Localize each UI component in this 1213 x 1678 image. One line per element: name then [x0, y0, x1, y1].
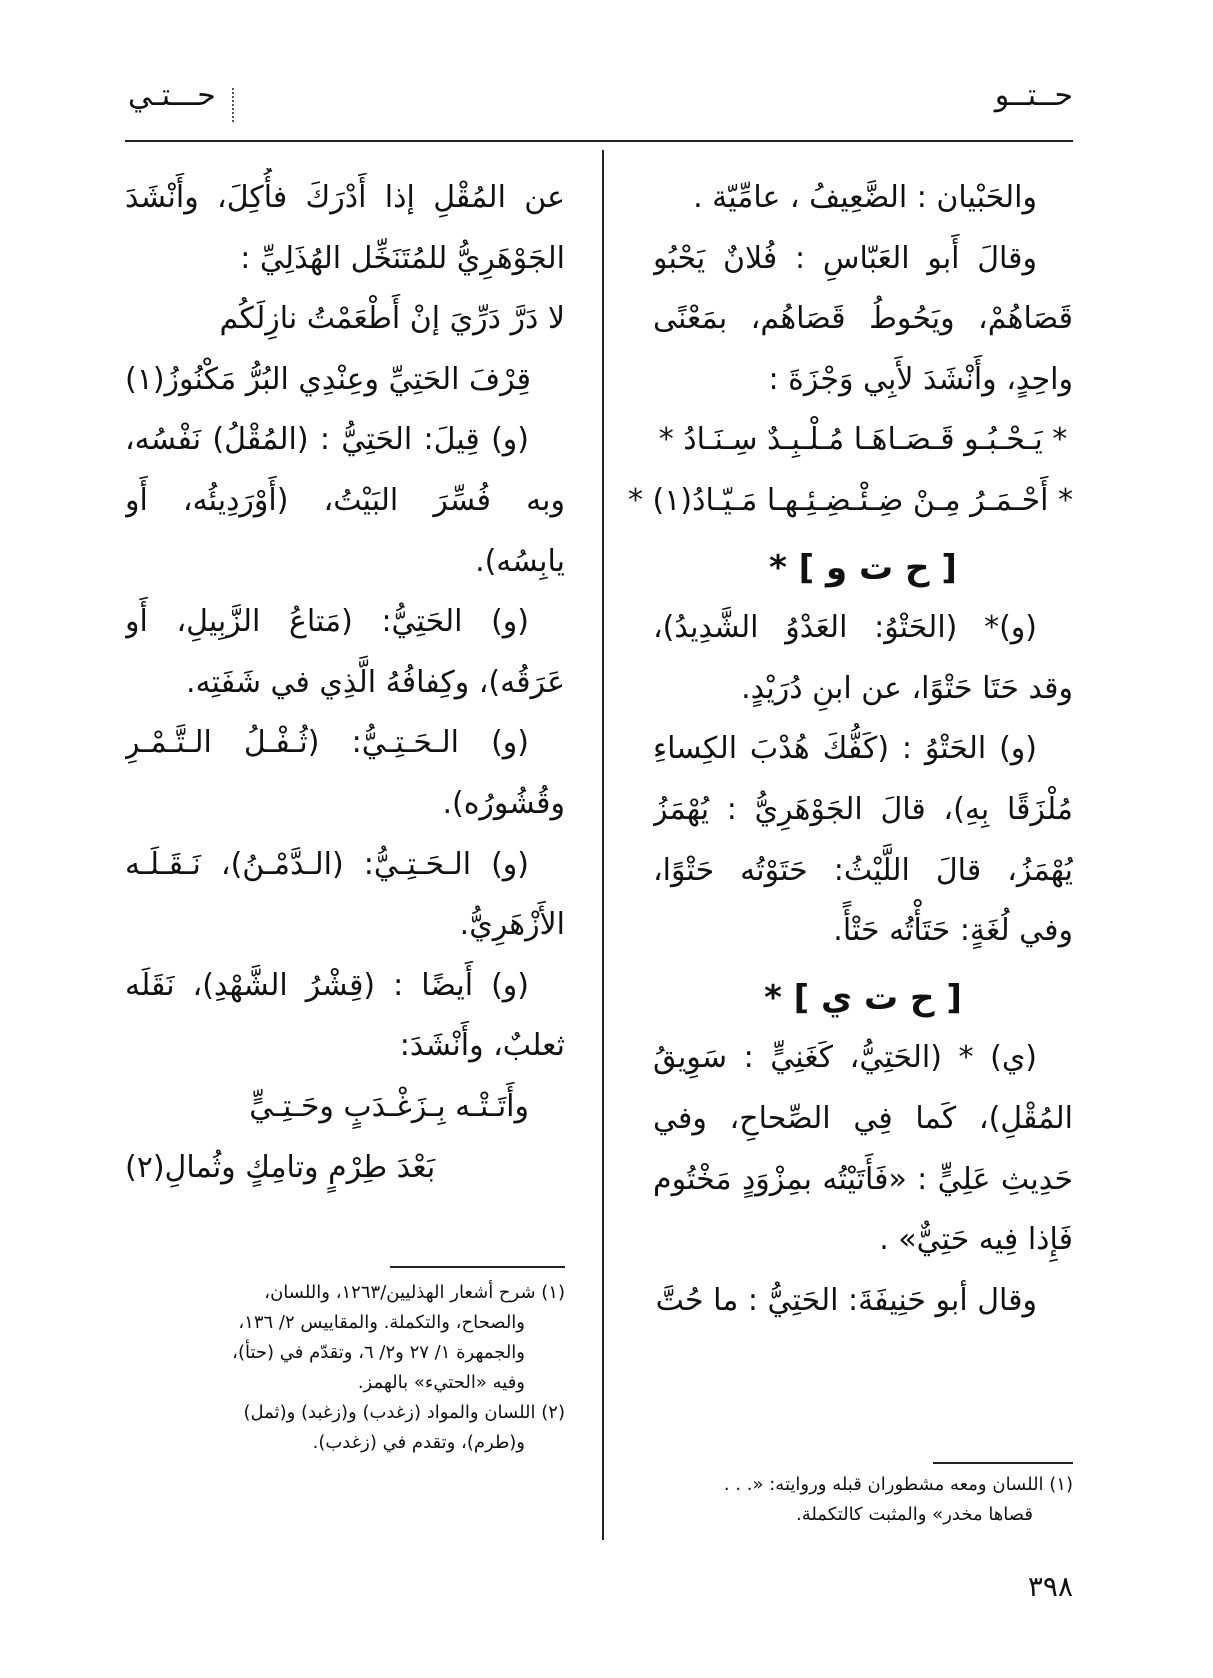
text-line: (و)* (الحَتْوُ: العَدْوُ الشَّدِيدُ)، [653, 610, 1037, 646]
verse-line: * يَـحْـبُـو قَـصَـاهَـا مُـلْـبِـدٌ سِـنَـادُ * [658, 422, 1068, 458]
text-line: فَإِذا فِيه حَتِيٌّ» . [879, 1222, 1073, 1258]
text-line: وقد حَتَا حَتْوًا، عن ابنِ دُرَيْدٍ. [741, 670, 1073, 706]
page-number: ٣٩٨ [1027, 1570, 1073, 1603]
entry-heading-hatw: [ ح ت و ] * [769, 547, 957, 588]
text-line: (و) الـحَـتِـيُّ: (ثُـفْـلُ الـتَّـمْـرِ [125, 725, 529, 761]
text-line: (و) الحَتِيُّ: (مَتاعُ الزَّبِيلِ، أَو [125, 604, 529, 640]
footnote-rule-left [390, 1266, 565, 1268]
text-line: يابِسُه). [475, 543, 565, 579]
text-line: الجَوْهَرِيُّ للمُتَنَخِّل الهُذَلِيِّ : [240, 240, 565, 276]
text-line: عن المُقْلِ إذا أَدْرَكَ فأُكِلَ، وأَنْشَدَ [125, 180, 565, 215]
footnote-line: قصاها مخدر» والمثبت كالتكملة. [795, 1504, 1033, 1525]
text-line: حَدِيثِ عَلِيٍّ : «فَأَتَيْتُه بمِزْوَدٍ مَخْتُوم [653, 1161, 1073, 1197]
verse-line: * أَحْـمَـرُ مِـنْ ضِـئْـضِـئِـهـا مَـيّـادُ(١) * [628, 482, 1073, 518]
footnote-line: وفيه «الحتيء» بالهمز. [357, 1372, 525, 1393]
text-line: عَرَقُه)، وكِفافُهُ الَّذِي في شَفَتِه. [186, 664, 565, 700]
text-line: (و) قِيلَ: الحَتِيُّ : (المُقْلُ) نَفْسُه، [125, 422, 529, 458]
footnote-line: (١) شرح أشعار الهذليين/١٢٦٣، واللسان، [264, 1282, 565, 1303]
footnote-line: والجمهرة ١/ ٢٧ و٢/ ٦، وتقدّم في (حتأ)، [232, 1342, 525, 1363]
text-line: وقال أبو حَنِيفَةَ: الحَتِيُّ : ما حُتَّ [655, 1282, 1037, 1318]
right-column [628, 168, 1073, 1331]
verse-line: وأَتَـتْـه بِـزَغْـدَبٍ وحَـتِـيٍّ [249, 1088, 529, 1124]
footnotes-left [125, 1278, 565, 1458]
text-line: (و) أَيضًا : (قِشْرُ الشَّهْدِ)، نَقَلَه [125, 967, 529, 1003]
header-rule [125, 140, 1073, 142]
verse-line: قِرْفَ الحَتِيِّ وعِنْدِي البُرُّ مَكْنُوزُ(١) [125, 361, 532, 397]
column-divider [602, 150, 604, 1540]
footnotes-right [643, 1470, 1073, 1530]
text-line: مُلْزَقًا بِهِ)، قالَ الجَوْهَرِيُّ : يُهْمَزُ [653, 791, 1073, 827]
running-head-left: حـــتـي [128, 78, 216, 113]
footnote-line: (٢) اللسان والمواد (زغدب) و(زغبد) و(ثمل) [243, 1402, 565, 1423]
verse-line: لا دَرَّ دَرِّيَ إنْ أَطْعَمْتُ نازِلَكُم [219, 301, 565, 337]
verse-line: بَعْدَ طِرْمٍ وتامِكٍ وثُمالِ(٢) [125, 1149, 436, 1185]
header-separator-mark [232, 88, 234, 122]
text-line: ثعلبٌ، وأَنْشَدَ: [399, 1028, 565, 1064]
text-line: واحِدٍ، وأَنْشَدَ لأَبِي وَجْزَةَ : [768, 361, 1073, 397]
text-line: وفي لُغَةٍ: حَتَأْتُه حَتْأً. [833, 913, 1073, 949]
footnote-line: و(طرم)، وتقدم في (زغدب). [312, 1432, 525, 1453]
text-line: يُهْمَزُ، قالَ اللَّيْثُ: حَتَوْتُه حَتْوًا، [653, 852, 1073, 888]
text-line: وقُشُورُه). [442, 785, 565, 821]
running-head-right: حــتــو [994, 78, 1073, 113]
entry-heading-haty: [ ح ت ي ] * [764, 977, 962, 1018]
footnote-line: (١) اللسان ومعه مشطوران قبله وروايته: «. . . [723, 1474, 1073, 1495]
footnote-line: والصحاح، والتكملة. والمقاييس ٢/ ١٣٦، [238, 1312, 525, 1333]
text-line: الأَزْهَرِيُّ. [459, 907, 565, 943]
left-column [125, 168, 565, 1198]
text-line: وبه فُسِّرَ البَيْتُ، (أَوْرَدِيئُه، أَو [125, 482, 565, 518]
text-line: قَصَاهُمْ، ويَحُوطُ قَصَاهُم، بمَعْنًى [653, 301, 1073, 337]
text-line: المُقْلِ)، كَما فِي الصِّحاحِ، وفي [653, 1100, 1073, 1136]
text-line: والحَبْيان : الضَّعِيفُ ، عامِّيّة . [693, 180, 1037, 215]
text-line: (و) الحَتْوُ : (كَفُّكَ هُدْبَ الكِساءِ [653, 731, 1037, 767]
text-line: (ي) * (الحَتِيُّ، كَغَنِيٍّ : سَوِيقُ [653, 1040, 1037, 1076]
text-line: (و) الـحَـتِـيُّ: (الـدَّمْـنُ)، نَـقَـلَـه [125, 846, 529, 882]
footnote-rule-right [933, 1462, 1073, 1464]
text-line: وقالَ أَبو العَبّاسِ : فُلانٌ يَحْبُو [653, 240, 1037, 276]
